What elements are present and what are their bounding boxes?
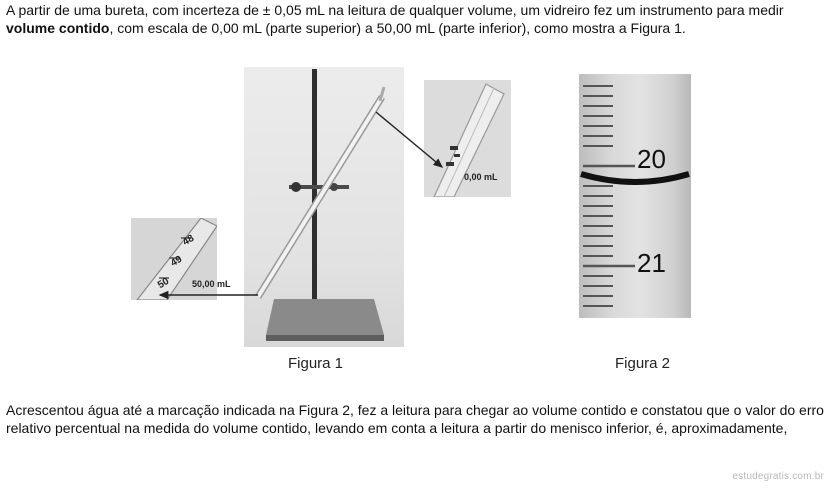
fifty-ml-label: 50,00 mL xyxy=(192,279,231,289)
intro-text-part1: A partir de uma bureta, com incerteza de ± 0,05 mL na leitura de qualquer volume, um vidreiro fez um instrumento para medir xyxy=(6,2,784,18)
meniscus-photo xyxy=(579,74,691,318)
figure1-caption: Figura 1 xyxy=(288,355,344,372)
intro-bold-term: volume contido xyxy=(6,20,110,36)
intro-text-part2: , com escala de 0,00 mL (parte superior) a 50,00 mL (parte inferior), como mostra a Figura 1. xyxy=(109,20,686,36)
figure2-caption: Figura 2 xyxy=(615,355,671,372)
meniscus-scale xyxy=(579,74,691,318)
arrow-to-top-zoom xyxy=(376,112,442,167)
tick-50: 50 xyxy=(155,275,172,292)
question-paragraph: Acrescentou água até a marcação indicada na Figura 2, fez a leitura para chegar ao volume contido e constatou que o valor do erro relativo percentual na medida do volume contido, levando em conta a leitura a partir do menisco inferior, é, aproximadamente, xyxy=(6,402,824,436)
scale-number-20: 20 xyxy=(637,144,666,174)
zero-ml-label: 0,00 mL xyxy=(464,172,498,182)
watermark: estudegratis.com.br xyxy=(732,471,824,482)
tick-48: 48 xyxy=(180,232,197,249)
scale-number-21: 21 xyxy=(637,248,666,278)
tick-49: 49 xyxy=(168,253,185,270)
